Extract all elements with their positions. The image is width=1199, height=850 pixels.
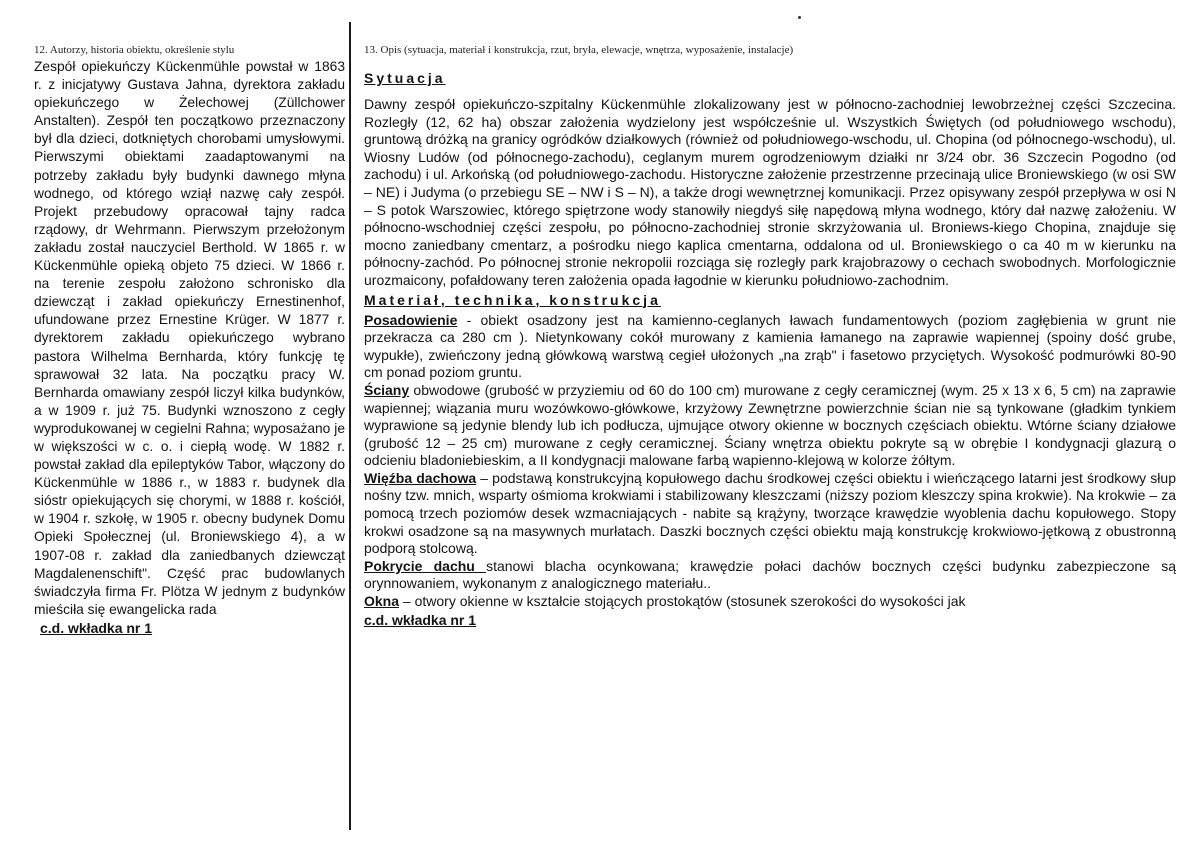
column-divider xyxy=(349,22,351,830)
roof-paragraph xyxy=(364,558,1176,593)
material-heading: Materiał, technika, konstrukcja xyxy=(364,291,661,308)
walls-paragraph xyxy=(364,382,1176,470)
history-continuation-note: c.d. wkładka nr 1 xyxy=(40,619,153,636)
windows-term: Okna xyxy=(364,593,400,610)
truss-term: Więźba dachowa xyxy=(364,469,477,486)
truss-paragraph xyxy=(364,470,1176,558)
description-section-header: 13. Opis (sytuacja, materiał i konstrukcja, rzut, bryła, elewacje, wnętrza, wyposażenie, instalacje) xyxy=(364,44,794,56)
foundation-paragraph xyxy=(364,312,1176,382)
foundation-text: - obiekt osadzony jest na kamienno-ceglanych ławach fundamentowych (poziom zagłębienia w grunt nie przekracza ca 280 cm ). Nietynkowany cokół murowany z kamienia łamanego na zaprawie wapiennej (spoiny dość grube, wypukłe), zwieńczony jedną główkową warstwą cegieł ułożonych „na zrąb" i fasetowo przyciętych. Wysokość podmurówki 80-90 cm ponad poziom gruntu. xyxy=(364,311,1176,381)
roof-term: Pokrycie dachu xyxy=(364,557,487,574)
windows-text: – otwory okienne w kształcie stojących prostokątów (stosunek szerokości do wysokości jak xyxy=(399,593,966,610)
history-section-header: 12. Autorzy, historia obiektu, określenie stylu xyxy=(34,44,235,56)
description-continuation-note: c.d. wkładka nr 1 xyxy=(364,611,477,628)
history-column xyxy=(34,42,345,638)
walls-term: Ściany xyxy=(364,381,410,398)
truss-text: – podstawą konstrukcyjną kopułowego dachu środkowej części obiektu i wieńczącego latarni jest środkowy słup nośny tzw. mnich, wsparty ośmioma krokwiami i stabilizowany kleszczami (niższy poziom kleszczy spina krokwie). Na krokwie – za pomocą trzech poziomów desek wzmacniających - nabite są krążyny, tworzące krawędzie wyoblenia dachu kopułowego. Stopy krokwi osadzone są na masywnych murłatach. Daszki bocznych części obiektu mają konstrukcję krokwiowo-jętkową z obustronną podporą stolcową. xyxy=(364,469,1176,557)
walls-text: obwodowe (grubość w przyziemiu od 60 do 100 cm) murowane z cegły ceramicznej (wym. 25 x 13 x 6, 5 cm) na zaprawie wapiennej; wiązania muru wozówkowo-główkowe, krzyżowy Zewnętrzne powierzchnie ścian nie są tynkowane (gładkim tynkiem wyprawione są jedynie blendy lub ich podłucza, ujmujące otwory okienne w bocznych częściach obiektu. Wtórne ściany działowe (grubość 12 – 25 cm) murowane z cegły ceramicznej. Ściany wnętrza obiektu pokryte są w obrębie I kondygnacji glazurą o odcieniu bladoniebieskim, a II kondygnacji malowane farbą wapienno-klejową w kolorze żółtym. xyxy=(364,381,1176,469)
history-text: Zespół opiekuńczy Kückenmühle powstał w 1863 r. z inicjatywy Gustava Jahna, dyrektora zakładu opiekuńczego w Żelechowej (Züllchower Anstalten). Zespół ten początkowo przeznaczony był dla dzieci, dotkniętych chorobami umysłowymi. Pierwszymi obiektami zaadaptowanymi na potrzeby zakładu były budynki dawnego młyna wodnego, od którego wziął nazwę cały zespół. Projekt przebudowy opracował tajny radca rządowy, dr Wehrmann. Pierwszym przełożonym zakładu został nauczyciel Berthold. W 1865 r. w Kückenmühle opieką objeto 75 dzieci. W 1866 r. na terenie zespołu założono schronisko dla dziewcząt i zakład opiekuńczy Ernestinenhof, ufundowane przez Ernestine Krüger. W 1877 r. dyrektorem zakładu opiekuńczego wybrano pastora Wilhelma Bernharda, który funkcję tę sprawował 32 lata. Na początku pracy W. Bernharda omawiany zespół liczył kilka budynków, a w 1909 r. już 75. Budynki wznoszono z cegły wyprodukowanej w cegielni Rahna; wyposażano je w większości w c. o. i ciepłą wodę. W 1882 r. powstał zakład dla epileptyków Tabor, włączony do Kückenmühle w 1886 r., w 1883 r. budynek dla sióstr opiekujących się chorymi, w 1888 r. kościół, w 1904 r. szkołę, w 1905 r. obecny budynek Domu Opieki Społecznej (ul. Broniewskiego 4), a w 1907-08 r. zakład dla zaniedbanych dziewcząt Magdalenenschift". Część prac budowlanych świadczyła firma Fr. Plötza W jednym z budynków mieściła się ewangelicka rada xyxy=(34,59,345,617)
stray-dot xyxy=(798,16,801,19)
situation-text: Dawny zespół opiekuńczo-szpitalny Kückenmühle zlokalizowany jest w północno-zachodniej lewobrzeżnej części Szczecina. Rozległy (12, 62 ha) obszar założenia wydzielony jest współcześnie ul. Wszystkich Świętych (od południowego wschodu), gruntową dróżką na granicy ogródków działkowych (również od południowego-wschodu, ul. Chopina (od północnego-wschodu), ul. Wiosny Ludów (od północnego-zachodu), ceglanym murem ogrodzeniowym działki nr 3/24 obr. 36 Szczecin Pogodno (od zachodu) i ul. Arkońską (od południowego-zachodu. Historyczne założenie przestrzenne przecinają ulice Broniewskiego (w osi SW – NE) i Judyma (o przebiegu SE – NW i S – N), a także drogi wewnętrznej komunikacji. Przez opisywany zespół przepływa w osi N – S potok Warszowiec, którego spiętrzone wody stanowiły niegdyś siłę napędową młyna wodnego, który dał nazwę założeniu. W północno-wschodniej części zespołu, po północno-zachodniej stronie skrzyżowania ul. Broniews-kiego Chopina, znajduje się mocno zaniedbany cmentarz, a pośrodku niego kaplica cmentarna, oddalona od ul. Broniewskiego o ca 40 m w kierunku na północny-zachód. Po północnej stronie nekropolii rozciąga się rozległy park krajobrazowy o cechach swobodnych. Morfologicznie urozmaicony, pofałdowany teren założenia opada łagodnie w kierunku południowo-zachodnim. xyxy=(364,96,1176,288)
foundation-term: Posadowienie xyxy=(364,311,458,328)
description-column xyxy=(364,42,1176,630)
roof-text: stanowi blacha ocynkowana; krawędzie połaci dachów bocznych części budynku zabezpieczone są orynnowaniem, wykonanym z analogicznego materiału.. xyxy=(364,557,1176,592)
windows-paragraph xyxy=(364,593,1176,611)
description-body xyxy=(364,96,1176,630)
situation-heading: Sytuacja xyxy=(364,70,446,86)
